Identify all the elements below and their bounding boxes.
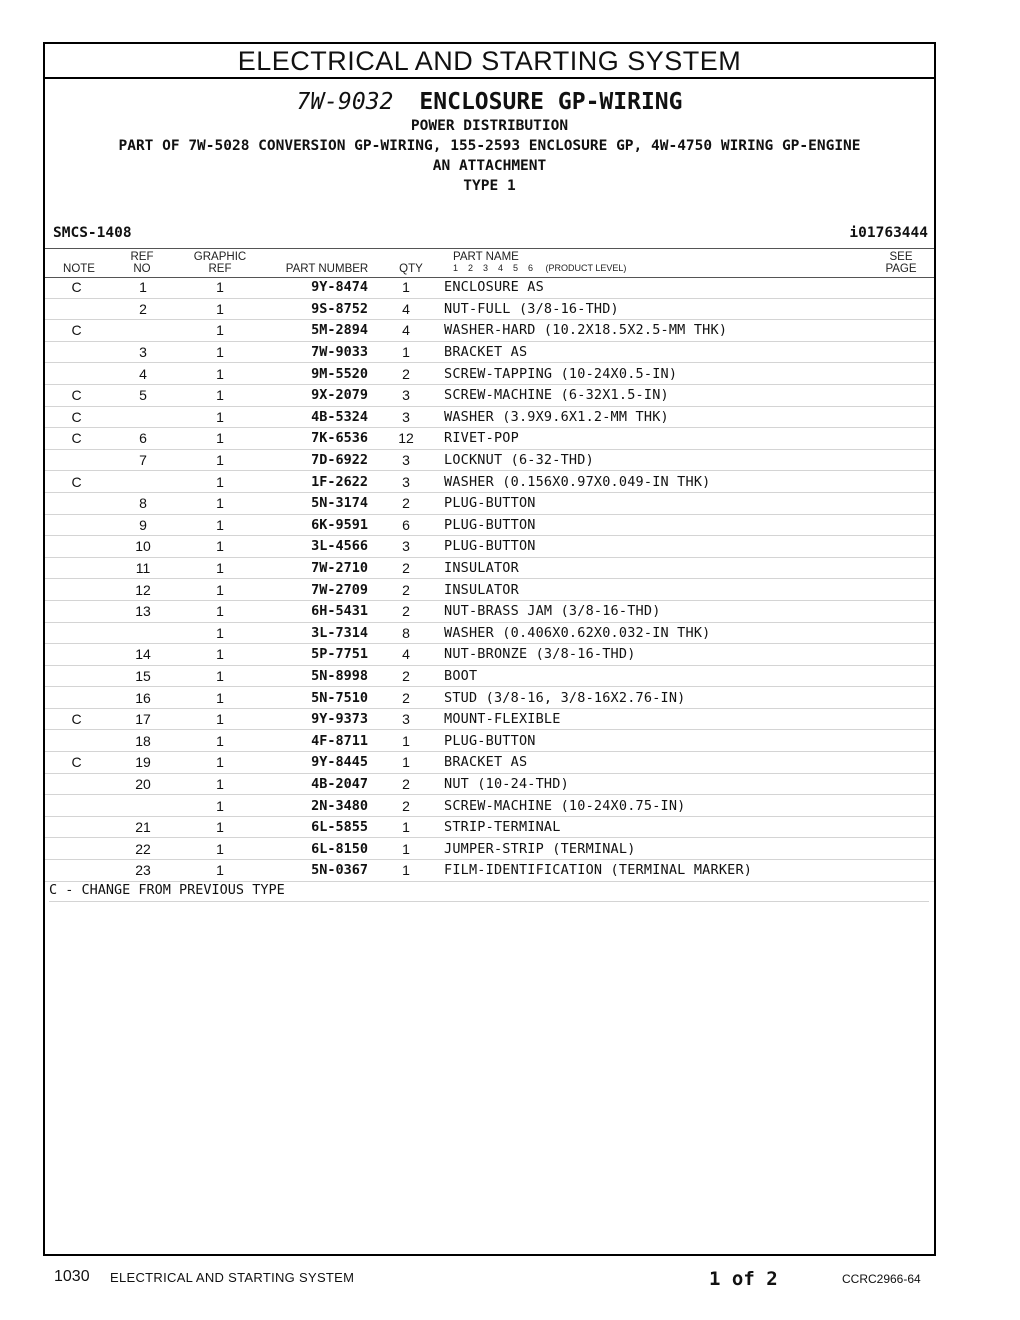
table-row	[45, 341, 934, 363]
note-cell: C	[45, 384, 108, 406]
part-name-cell: BOOT	[444, 665, 874, 687]
part-name-cell: JUMPER-STRIP (TERMINAL)	[444, 838, 874, 860]
table-row	[45, 622, 934, 644]
ref-no-cell	[108, 795, 178, 817]
ref-no-cell	[108, 320, 178, 342]
table-row	[45, 536, 934, 558]
note-cell	[45, 449, 108, 471]
ref-no-cell: 22	[108, 838, 178, 860]
see-page-cell	[874, 320, 934, 342]
see-page-cell	[874, 449, 934, 471]
graphic-ref-cell: 1	[178, 492, 262, 514]
ref-no-cell: 2	[108, 298, 178, 320]
assembly-part-number: 7W-9032	[296, 89, 394, 115]
graphic-ref-cell: 1	[178, 320, 262, 342]
graphic-ref-cell: 1	[178, 557, 262, 579]
ref-no-cell: 16	[108, 687, 178, 709]
table-row	[45, 773, 934, 795]
graphic-ref-cell: 1	[178, 471, 262, 493]
part-number-cell: 7D-6922	[262, 449, 368, 471]
see-page-cell	[874, 644, 934, 666]
graphic-ref-cell: 1	[178, 428, 262, 450]
ref-no-cell: 18	[108, 730, 178, 752]
qty-cell: 2	[368, 600, 444, 622]
part-number-cell: 1F-2622	[262, 471, 368, 493]
part-number-cell: 3L-7314	[262, 622, 368, 644]
part-number-cell: 4F-8711	[262, 730, 368, 752]
part-number-cell: 9X-2079	[262, 384, 368, 406]
part-name-cell: STRIP-TERMINAL	[444, 816, 874, 838]
table-row	[45, 492, 934, 514]
qty-cell: 4	[368, 320, 444, 342]
graphic-ref-cell: 1	[178, 752, 262, 774]
table-row	[45, 428, 934, 450]
graphic-ref-cell: 1	[178, 298, 262, 320]
graphic-ref-cell: 1	[178, 579, 262, 601]
part-name-cell: WASHER (0.406X0.62X0.032-IN THK)	[444, 622, 874, 644]
note-cell	[45, 860, 108, 882]
see-page-cell	[874, 708, 934, 730]
note-cell	[45, 773, 108, 795]
qty-cell: 1	[368, 860, 444, 882]
table-row	[45, 644, 934, 666]
part-of-text: PART OF 7W-5028 CONVERSION GP-WIRING, 155-2593 ENCLOSURE GP, 4W-4750 WIRING GP-ENGINE	[118, 138, 861, 154]
see-page-cell	[874, 277, 934, 298]
qty-cell: 2	[368, 579, 444, 601]
graphic-ref-cell: 1	[178, 536, 262, 558]
note-cell	[45, 687, 108, 709]
qty-cell: 3	[368, 708, 444, 730]
ref-no-cell: 12	[108, 579, 178, 601]
ref-no-cell: 1	[108, 277, 178, 298]
part-name-cell: NUT-BRASS JAM (3/8-16-THD)	[444, 600, 874, 622]
part-number-cell: 9Y-8445	[262, 752, 368, 774]
part-name-cell: BRACKET AS	[444, 752, 874, 774]
smcs-row	[53, 225, 928, 245]
qty-cell: 6	[368, 514, 444, 536]
graphic-ref-cell: 1	[178, 816, 262, 838]
graphic-ref-cell: 1	[178, 449, 262, 471]
note-cell	[45, 816, 108, 838]
note-cell	[45, 795, 108, 817]
table-row	[45, 363, 934, 385]
part-name-cell: WASHER (0.156X0.97X0.049-IN THK)	[444, 471, 874, 493]
qty-cell: 2	[368, 557, 444, 579]
qty-cell: 1	[368, 277, 444, 298]
part-name-cell: PLUG-BUTTON	[444, 492, 874, 514]
smcs-code: SMCS-1408	[53, 225, 132, 241]
note-cell	[45, 363, 108, 385]
graphic-ref-cell: 1	[178, 665, 262, 687]
part-number-cell: 5N-0367	[262, 860, 368, 882]
qty-cell: 3	[368, 406, 444, 428]
table-row	[45, 600, 934, 622]
qty-cell: 4	[368, 644, 444, 666]
col-part-number: PART NUMBER	[285, 263, 369, 275]
graphic-ref-cell: 1	[178, 514, 262, 536]
note-cell: C	[45, 708, 108, 730]
note-cell: C	[45, 428, 108, 450]
part-number-cell: 5N-3174	[262, 492, 368, 514]
part-name-cell: ENCLOSURE AS	[444, 277, 874, 298]
see-page-cell	[874, 838, 934, 860]
qty-cell: 2	[368, 687, 444, 709]
table-row	[45, 665, 934, 687]
table-row	[45, 514, 934, 536]
note-cell: C	[45, 752, 108, 774]
see-page-cell	[874, 816, 934, 838]
ref-no-cell: 20	[108, 773, 178, 795]
qty-cell: 1	[368, 730, 444, 752]
see-page-cell	[874, 536, 934, 558]
note-cell: C	[45, 406, 108, 428]
part-number-cell: 6L-5855	[262, 816, 368, 838]
qty-cell: 3	[368, 471, 444, 493]
note-cell	[45, 579, 108, 601]
table-row	[45, 752, 934, 774]
ref-no-cell: 15	[108, 665, 178, 687]
ref-no-cell	[108, 471, 178, 493]
qty-cell: 8	[368, 622, 444, 644]
ref-no-cell: 13	[108, 600, 178, 622]
part-name-cell: MOUNT-FLEXIBLE	[444, 708, 874, 730]
graphic-ref-cell: 1	[178, 795, 262, 817]
qty-cell: 2	[368, 795, 444, 817]
graphic-ref-cell: 1	[178, 363, 262, 385]
document-id: i01763444	[849, 225, 928, 241]
see-page-cell	[874, 773, 934, 795]
part-name-cell: PLUG-BUTTON	[444, 514, 874, 536]
see-page-cell	[874, 492, 934, 514]
ref-no-cell: 19	[108, 752, 178, 774]
part-name-cell: WASHER (3.9X9.6X1.2-MM THK)	[444, 406, 874, 428]
part-name-cell: FILM-IDENTIFICATION (TERMINAL MARKER)	[444, 860, 874, 882]
col-qty: QTY	[399, 263, 423, 275]
part-number-cell: 6L-8150	[262, 838, 368, 860]
ref-no-cell: 23	[108, 860, 178, 882]
column-header	[45, 248, 934, 278]
part-number-cell: 7W-2710	[262, 557, 368, 579]
see-page-cell	[874, 730, 934, 752]
ref-no-cell: 21	[108, 816, 178, 838]
ref-no-cell: 6	[108, 428, 178, 450]
qty-cell: 3	[368, 449, 444, 471]
table-row	[45, 557, 934, 579]
note-cell	[45, 492, 108, 514]
part-name-cell: WASHER-HARD (10.2X18.5X2.5-MM THK)	[444, 320, 874, 342]
subtitle: POWER DISTRIBUTION	[410, 118, 569, 134]
note-cell	[45, 341, 108, 363]
ref-no-cell: 14	[108, 644, 178, 666]
col-gref-top: GRAPHIC	[193, 251, 247, 263]
see-page-cell	[874, 860, 934, 882]
part-number-cell: 4B-5324	[262, 406, 368, 428]
part-number-cell: 9Y-8474	[262, 277, 368, 298]
table-row	[45, 471, 934, 493]
table-row	[45, 838, 934, 860]
part-name-cell: SCREW-MACHINE (10-24X0.75-IN)	[444, 795, 874, 817]
part-number-cell: 4B-2047	[262, 773, 368, 795]
col-ref-top: REF	[130, 251, 154, 263]
document-code: CCRC2966-64	[842, 1272, 921, 1286]
col-part-name: PART NAME	[453, 251, 519, 263]
col-gref-bottom: REF	[208, 263, 232, 275]
see-page-cell	[874, 428, 934, 450]
note-cell	[45, 622, 108, 644]
part-name-cell: BRACKET AS	[444, 341, 874, 363]
col-see-top: SEE	[889, 251, 913, 263]
see-page-cell	[874, 752, 934, 774]
ref-no-cell	[108, 622, 178, 644]
note-cell	[45, 730, 108, 752]
qty-cell: 12	[368, 428, 444, 450]
graphic-ref-cell: 1	[178, 341, 262, 363]
part-number-cell: 7K-6536	[262, 428, 368, 450]
part-name-cell: SCREW-MACHINE (6-32X1.5-IN)	[444, 384, 874, 406]
table-row	[45, 384, 934, 406]
note-cell	[45, 838, 108, 860]
ref-no-cell: 17	[108, 708, 178, 730]
part-number-cell: 5M-2894	[262, 320, 368, 342]
ref-no-cell: 11	[108, 557, 178, 579]
see-page-cell	[874, 406, 934, 428]
part-name-cell: NUT (10-24-THD)	[444, 773, 874, 795]
see-page-cell	[874, 514, 934, 536]
table-row	[45, 449, 934, 471]
graphic-ref-cell: 1	[178, 773, 262, 795]
note-cell: C	[45, 471, 108, 493]
table-row	[45, 730, 934, 752]
ref-no-cell: 3	[108, 341, 178, 363]
footer-section: ELECTRICAL AND STARTING SYSTEM	[110, 1270, 355, 1285]
graphic-ref-cell: 1	[178, 838, 262, 860]
graphic-ref-cell: 1	[178, 687, 262, 709]
part-name-cell: NUT-BRONZE (3/8-16-THD)	[444, 644, 874, 666]
col-product-level: 1 2 3 4 5 6 (PRODUCT LEVEL)	[453, 263, 627, 273]
see-page-cell	[874, 384, 934, 406]
see-page-cell	[874, 795, 934, 817]
graphic-ref-cell: 1	[178, 622, 262, 644]
page-number: 1030	[54, 1268, 90, 1285]
qty-cell: 2	[368, 492, 444, 514]
ref-no-cell: 8	[108, 492, 178, 514]
see-page-cell	[874, 298, 934, 320]
col-ref-bottom: NO	[133, 263, 151, 275]
part-name-cell: STUD (3/8-16, 3/8-16X2.76-IN)	[444, 687, 874, 709]
qty-cell: 1	[368, 816, 444, 838]
note-cell: C	[45, 277, 108, 298]
see-page-cell	[874, 622, 934, 644]
table-row	[45, 298, 934, 320]
part-name-cell: LOCKNUT (6-32-THD)	[444, 449, 874, 471]
note-cell	[45, 665, 108, 687]
see-page-cell	[874, 579, 934, 601]
part-number-cell: 5P-7751	[262, 644, 368, 666]
qty-cell: 3	[368, 384, 444, 406]
graphic-ref-cell: 1	[178, 708, 262, 730]
graphic-ref-cell: 1	[178, 730, 262, 752]
table-row	[45, 708, 934, 730]
see-page-cell	[874, 600, 934, 622]
see-page-cell	[874, 471, 934, 493]
part-number-cell: 3L-4566	[262, 536, 368, 558]
part-number-cell: 6K-9591	[262, 514, 368, 536]
table-row	[45, 406, 934, 428]
part-name-cell: INSULATOR	[444, 557, 874, 579]
qty-cell: 2	[368, 665, 444, 687]
table-row	[45, 320, 934, 342]
qty-cell: 4	[368, 298, 444, 320]
note-cell	[45, 298, 108, 320]
page-footer	[0, 1268, 1020, 1292]
see-page-cell	[874, 665, 934, 687]
main-title	[45, 88, 934, 116]
ref-no-cell	[108, 406, 178, 428]
part-number-cell: 9M-5520	[262, 363, 368, 385]
graphic-ref-cell: 1	[178, 406, 262, 428]
part-number-cell: 9Y-9373	[262, 708, 368, 730]
qty-cell: 1	[368, 341, 444, 363]
part-name-cell: PLUG-BUTTON	[444, 536, 874, 558]
part-number-cell: 5N-7510	[262, 687, 368, 709]
part-number-cell: 5N-8998	[262, 665, 368, 687]
qty-cell: 1	[368, 752, 444, 774]
ref-no-cell: 4	[108, 363, 178, 385]
part-name-cell: SCREW-TAPPING (10-24X0.5-IN)	[444, 363, 874, 385]
graphic-ref-cell: 1	[178, 277, 262, 298]
ref-no-cell: 5	[108, 384, 178, 406]
qty-cell: 3	[368, 536, 444, 558]
graphic-ref-cell: 1	[178, 860, 262, 882]
table-row	[45, 795, 934, 817]
parts-table	[45, 277, 934, 882]
change-legend: C - CHANGE FROM PREVIOUS TYPE	[49, 880, 929, 902]
part-number-cell: 2N-3480	[262, 795, 368, 817]
note-cell	[45, 536, 108, 558]
col-note: NOTE	[63, 263, 95, 275]
graphic-ref-cell: 1	[178, 384, 262, 406]
ref-no-cell: 9	[108, 514, 178, 536]
ref-no-cell: 7	[108, 449, 178, 471]
attachment-label: AN ATTACHMENT	[432, 158, 547, 174]
title-block	[45, 88, 934, 196]
qty-cell: 2	[368, 773, 444, 795]
section-title: ELECTRICAL AND STARTING SYSTEM	[45, 44, 934, 79]
table-row	[45, 277, 934, 298]
page-frame	[43, 42, 936, 1256]
part-name-cell: NUT-FULL (3/8-16-THD)	[444, 298, 874, 320]
page-of: 1 of 2	[709, 1268, 778, 1290]
type-label: TYPE 1	[463, 178, 516, 194]
qty-cell: 2	[368, 363, 444, 385]
qty-cell: 1	[368, 838, 444, 860]
note-cell	[45, 644, 108, 666]
see-page-cell	[874, 363, 934, 385]
table-row	[45, 860, 934, 882]
col-see-bottom: PAGE	[885, 263, 917, 275]
see-page-cell	[874, 557, 934, 579]
assembly-name: ENCLOSURE GP-WIRING	[419, 89, 683, 115]
see-page-cell	[874, 341, 934, 363]
note-cell	[45, 557, 108, 579]
table-row	[45, 687, 934, 709]
part-number-cell: 9S-8752	[262, 298, 368, 320]
part-name-cell: PLUG-BUTTON	[444, 730, 874, 752]
graphic-ref-cell: 1	[178, 644, 262, 666]
part-number-cell: 7W-9033	[262, 341, 368, 363]
note-cell: C	[45, 320, 108, 342]
part-name-cell: RIVET-POP	[444, 428, 874, 450]
part-number-cell: 6H-5431	[262, 600, 368, 622]
table-row	[45, 579, 934, 601]
ref-no-cell: 10	[108, 536, 178, 558]
part-name-cell: INSULATOR	[444, 579, 874, 601]
note-cell	[45, 514, 108, 536]
graphic-ref-cell: 1	[178, 600, 262, 622]
table-row	[45, 816, 934, 838]
part-number-cell: 7W-2709	[262, 579, 368, 601]
see-page-cell	[874, 687, 934, 709]
note-cell	[45, 600, 108, 622]
